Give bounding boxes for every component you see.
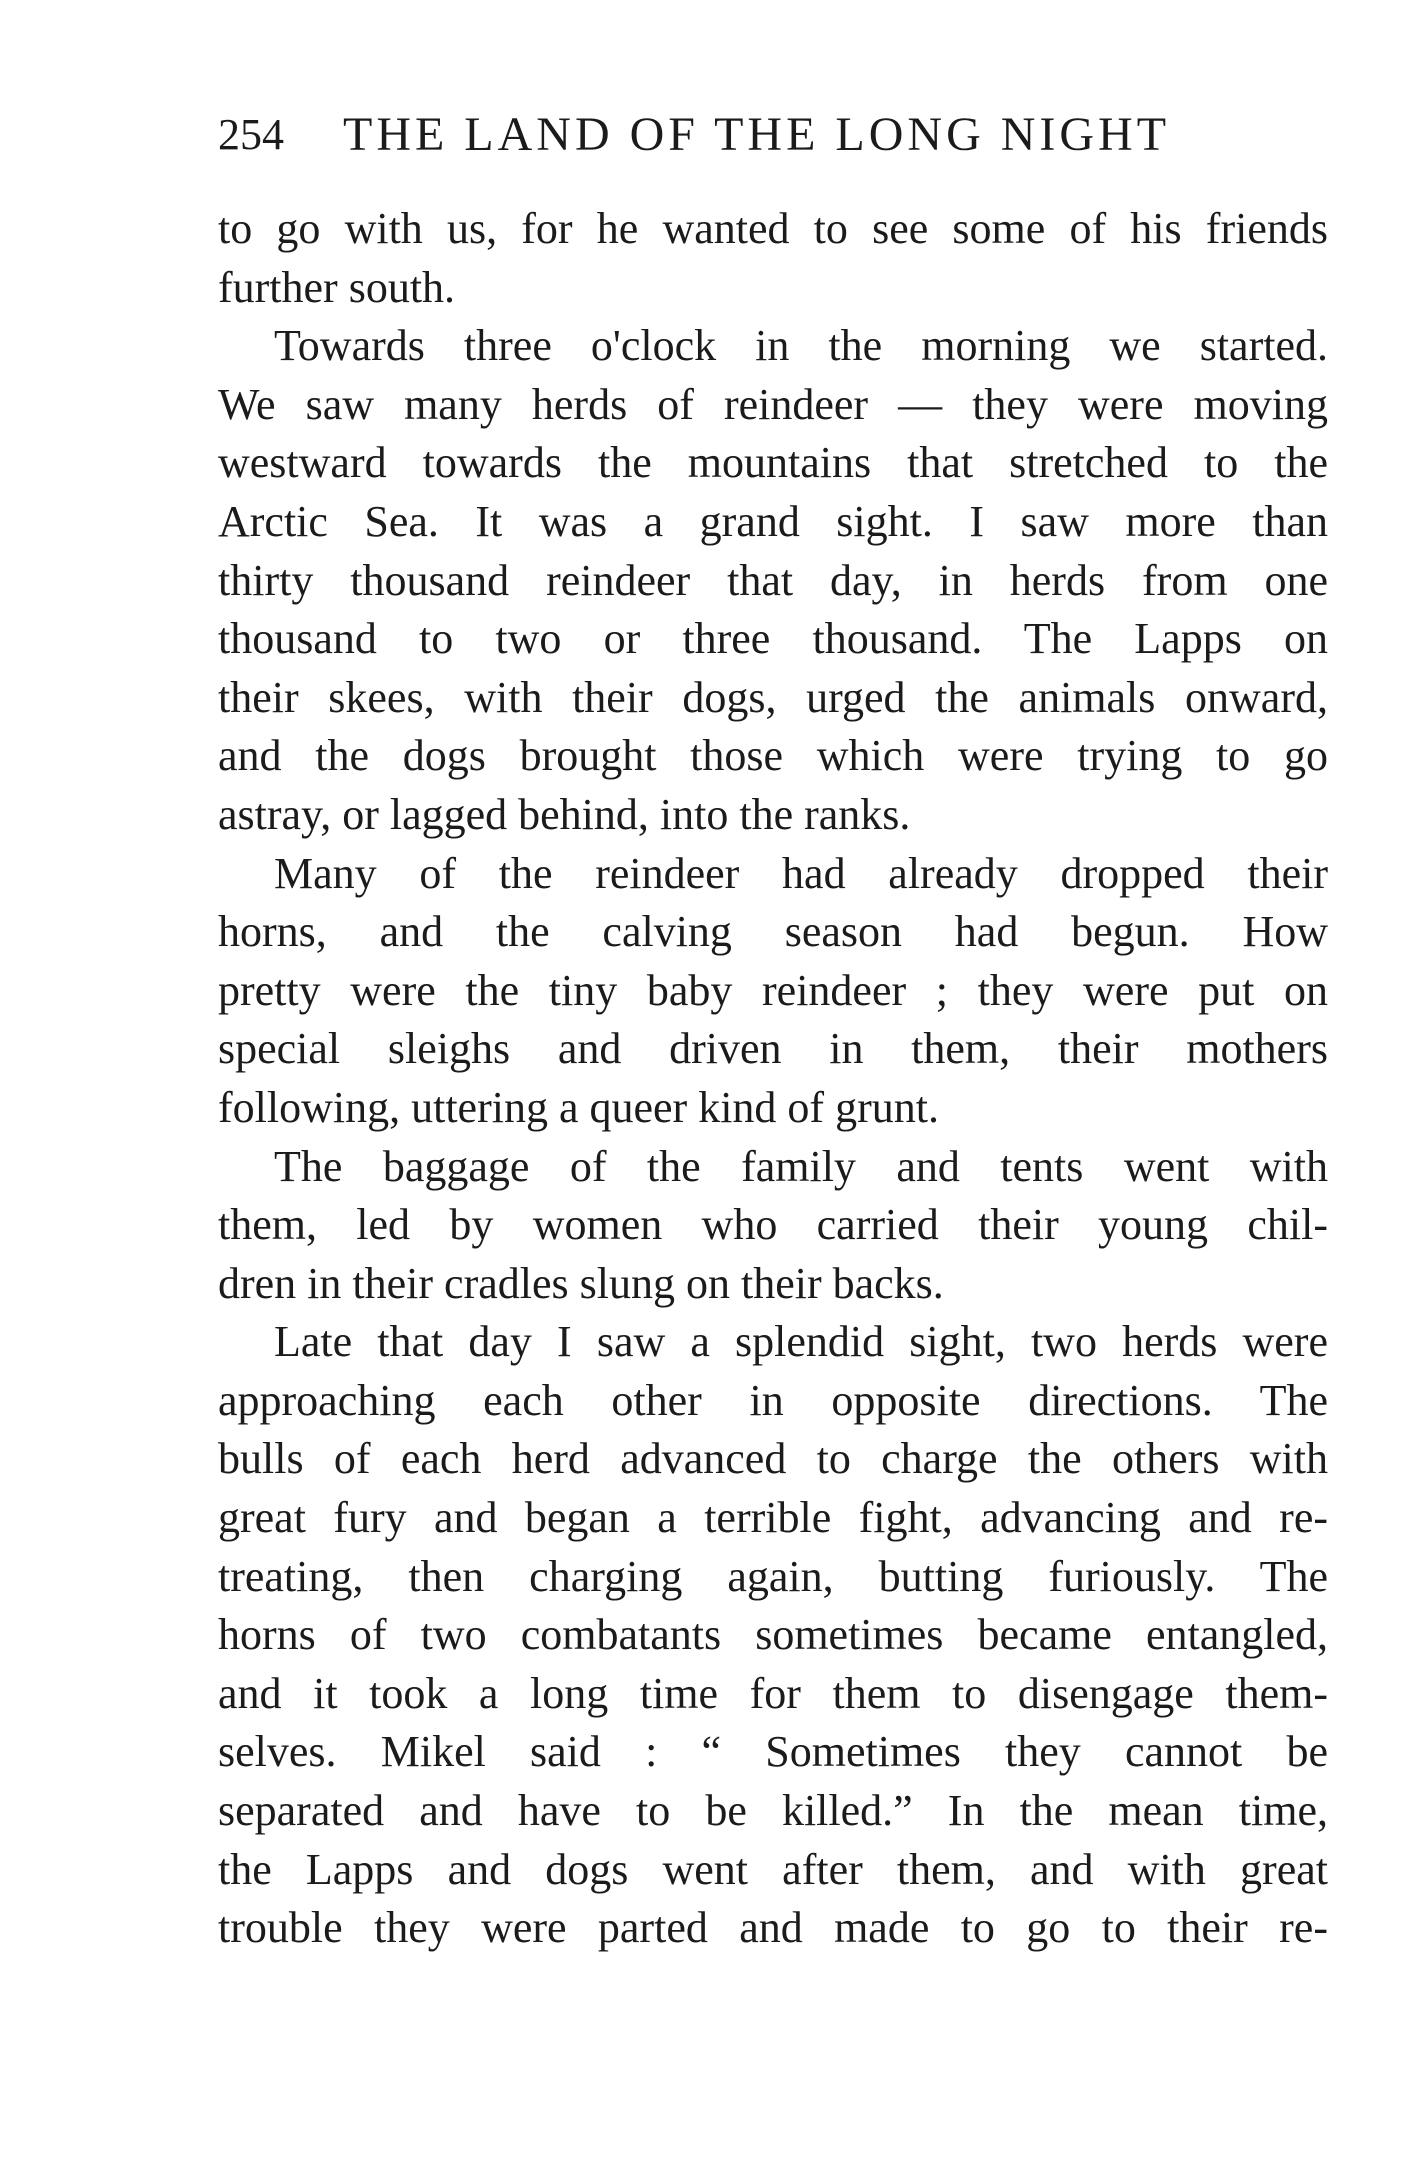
text-line: We saw many herds of reindeer — they were moving	[218, 379, 1328, 429]
text-line: special sleighs and driven in them, their mothers	[218, 1024, 1328, 1074]
text-line: separated and have to be killed.” In the mean time,	[218, 1786, 1328, 1836]
text-line: bulls of each herd advanced to charge the others with	[218, 1434, 1328, 1484]
text-line: great fury and began a terrible fight, advancing and re-	[218, 1493, 1328, 1543]
text-line: them, led by women who carried their young chil-	[218, 1200, 1328, 1250]
text-line: and the dogs brought those which were trying to go	[218, 731, 1328, 781]
text-line: thirty thousand reindeer that day, in herds from one	[218, 555, 1328, 605]
text-line: treating, then charging again, butting furiously. The	[218, 1551, 1328, 1601]
text-line: the Lapps and dogs went after them, and with great	[218, 1844, 1328, 1894]
text-line: Arctic Sea. It was a grand sight. I saw more than	[218, 496, 1328, 546]
text-line: pretty were the tiny baby reindeer ; they were put on	[218, 965, 1328, 1015]
text-line: trouble they were parted and made to go to their re-	[218, 1903, 1328, 1953]
text-line: thousand to two or three thousand. The Lapps on	[218, 614, 1328, 664]
text-line: further south.	[218, 262, 456, 312]
text-line: westward towards the mountains that stretched to the	[218, 438, 1328, 488]
text-line: dren in their cradles slung on their backs.	[218, 1258, 944, 1308]
text-line: selves. Mikel said : “ Sometimes they cannot be	[218, 1727, 1328, 1777]
page-header	[218, 105, 1328, 165]
text-line: Late that day I saw a splendid sight, two herds were	[274, 1317, 1328, 1367]
body-text	[218, 200, 1328, 1958]
text-line: Many of the reindeer had already dropped their	[274, 848, 1328, 898]
text-line: astray, or lagged behind, into the ranks.	[218, 789, 911, 839]
text-line: their skees, with their dogs, urged the animals onward,	[218, 672, 1328, 722]
text-line: The baggage of the family and tents went with	[274, 1141, 1328, 1191]
text-line: approaching each other in opposite directions. The	[218, 1375, 1328, 1425]
text-line: Towards three o'clock in the morning we started.	[274, 321, 1328, 371]
text-line: following, uttering a queer kind of grunt.	[218, 1082, 939, 1132]
text-line: and it took a long time for them to disengage them-	[218, 1668, 1328, 1718]
running-title: THE LAND OF THE LONG NIGHT	[343, 108, 1171, 161]
text-line: horns, and the calving season had begun. How	[218, 907, 1328, 957]
text-line: horns of two combatants sometimes became entangled,	[218, 1610, 1328, 1660]
page-number: 254	[218, 110, 284, 159]
text-line: to go with us, for he wanted to see some of his friends	[218, 204, 1328, 253]
